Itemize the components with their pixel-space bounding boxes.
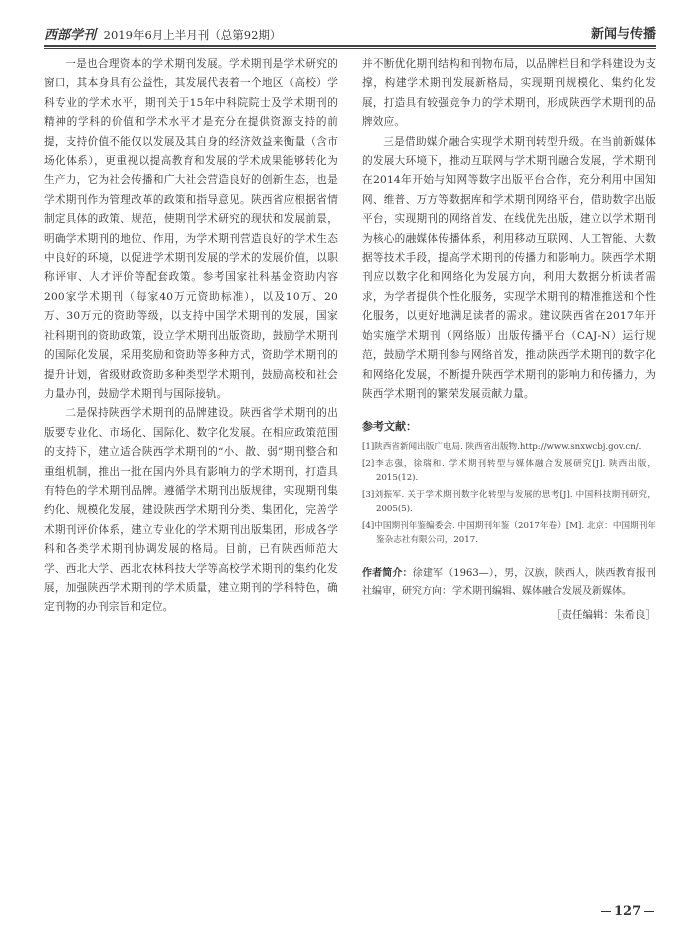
right-column xyxy=(362,55,656,622)
journal-name: 西部学刊 xyxy=(44,28,97,43)
page-number xyxy=(598,904,657,919)
body-paragraph: 二是保持陕西学术期刊的品牌建设。陕西省学术期刊的出版要专业化、市场化、国际化、数字化发展。在相应政策范围的支持下，建立适合陕西学术期刊的“小、散、弱”期刊整合和重组机制，推出一批在国内外具有影响力的学术期刊，打造具有特色的学术期刊品牌。遵循学术期刊出版规律，实现期刊集约化、规模化发展，建设陕西学术期刊分类、集团化，完善学术期刊评价体系，建立专业化的学术期刊出版集团，形成各学科和各类学术期刊协调发展的格局。目前，已有陕西师范大学、西北大学、西北农林科技大学等高校学术期刊的集约化发展，加强陕西学术期刊的学术质量，建立期刊的学科特色，确定刊物的办刊宗旨和定位。 xyxy=(44,407,338,614)
issue-info: 2019年6月上半月刊（总第92期） xyxy=(103,28,282,42)
page-number-value: 127 xyxy=(614,904,642,919)
section-name: 新闻与传播 xyxy=(590,27,656,42)
dash-right xyxy=(644,911,654,912)
body-paragraph: 并不断优化期刊结构和刊物布局，以品牌栏目和学科建设为支撑，构建学术期刊发展新格局，实现期刊规模化、集约化发展，打造具有较强竞争力的学术期刊，形成陕西学术期刊的品牌效应。 xyxy=(362,58,656,129)
author-bio xyxy=(362,565,656,601)
reference-item: [1]陕西省新闻出版广电局. 陕西省出版物.http://www.snxwcbj.gov.cn/. xyxy=(362,442,642,453)
header-rule xyxy=(44,45,656,49)
reference-item: [3]刘振军. 关于学术期刊数字化转型与发展的思考[J]. 中国科技期刊研究，2005(5). xyxy=(362,490,656,515)
reference-item: [2]李志强，徐瑞和. 学术期刊转型与媒体融合发展研究[J]. 陕西出版，2015(12). xyxy=(362,459,656,484)
left-column xyxy=(44,55,338,618)
dash-left xyxy=(601,911,611,912)
references-title: 参考文献： xyxy=(362,420,417,434)
journal-info xyxy=(44,24,281,43)
editor-credit: ［责任编辑：朱希良］ xyxy=(551,609,656,622)
body-paragraph: 一是也合理资本的学术期刊发展。学术期刊是学术研究的窗口，其本身具有公益性，其发展代表着一个地区（高校）学科专业的学术水平，期刊关于15年中科院院士及学术期刊的精神的学科的价值和学术水平才是充分在提供资源支持的前提，支持价值不能仅以发展及其自身的经济效益来衡量（含市场化体系），更重视以提高教育和发展的学术成果能够转化为生产力，它为社会传播和广大社会营造良好的创新生态，也是学术期刊作为管理改革的政策和指导意见。陕西省应根据省情制定具体的政策、规范，使期刊学术研究的现状和发展前景，明确学术期刊的地位、作用，为学术期刊营造良好的学术生态中良好的环境，以促进学术期刊发展的学术的发展价值，以职称评审、人才评价等配套政策。参考国家社科基金资助内容200家学术期刊（每家40万元资助标准），以及10万、20万、30万元的资助等级，以支持中国学术期刊的发展，国家社科期刊的资助政策，设立学术期刊出版资助，鼓励学术期刊的国际化发展，采用奖励和资助等多种方式，资助学术期刊的提升计划，省级财政资助多种类型学术期刊，鼓励高校和社会力量办刊，鼓励学术期刊与国际接轨。 xyxy=(44,58,338,400)
body-paragraph: 三是借助媒介融合实现学术期刊转型升级。在当前新媒体的发展大环境下，推动互联网与学术期刊融合发展，学术期刊在2014年开始与知网等数字出版平台合作，充分利用中国知网、维普、万方等数据库和学术期刊网络平台，借助数字出版平台，实现期刊的网络首发、在线优先出版，建立以学术期刊为核心的融媒体传播体系，利用移动互联网、人工智能、大数据等技术手段，提高学术期刊的传播力和影响力。陕西学术期刊应以数字化和网络化为发展方向，利用大数据分析读者需求，为学者提供个性化服务，实现学术期刊的精准推送和个性化服务，以更好地满足读者的需求。建议陕西省在2017年开始实施学术期刊（网络版）出版传播平台（CAJ-N）运行规范，鼓励学术期刊参与网络首发，推动陕西学术期刊的数字化和网络化发展，不断提升陕西学术期刊的影响力和传播力，为陕西学术期刊的繁荣发展贡献力量。 xyxy=(362,135,656,400)
reference-item: [4]中国期刊年鉴编委会. 中国期刊年鉴（2017年卷）[M]. 北京：中国期刊年鉴杂志社有限公司，2017. xyxy=(362,521,656,546)
author-label: 作者简介： xyxy=(362,568,413,580)
running-header xyxy=(44,22,656,42)
author-text: 徐建军（1963—），男，汉族，陕西人，陕西教育报刊社编审，研究方向：学术期刊编辑、媒体融合发展及新媒体。 xyxy=(362,568,657,598)
